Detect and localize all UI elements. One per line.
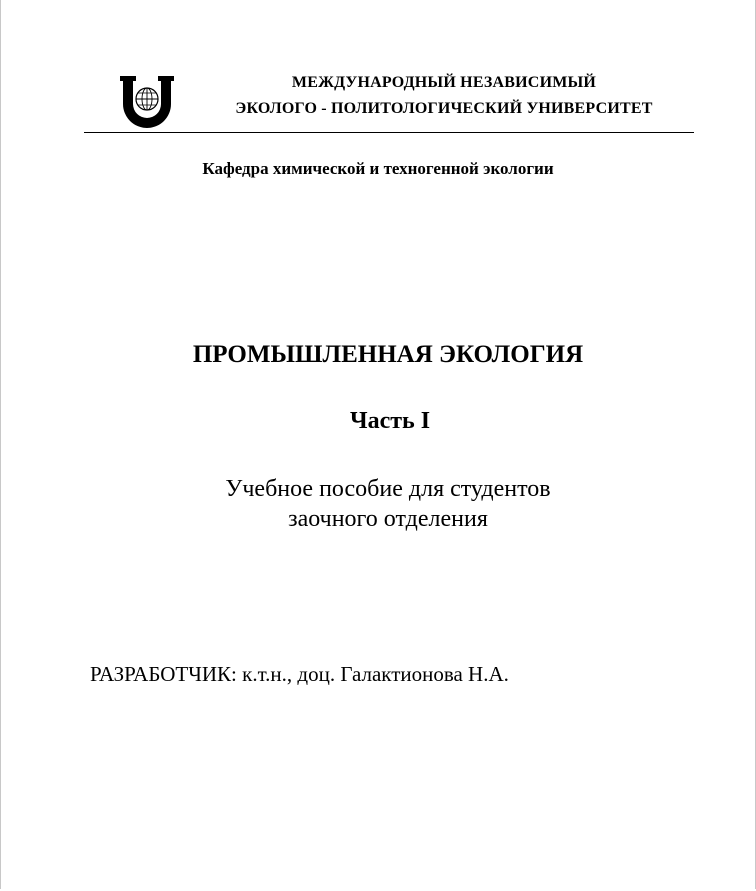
document-subtitle [0, 474, 756, 534]
subtitle-line1: Учебное пособие для студентов [225, 476, 551, 502]
subtitle-line2: заочного отделения [288, 506, 488, 532]
header-divider [84, 132, 694, 133]
document-part: Часть I [349, 408, 431, 434]
document-title: ПРОМЫШЛЕННАЯ ЭКОЛОГИЯ [192, 341, 584, 368]
university-name [194, 70, 694, 122]
developer-credit: РАЗРАБОТЧИК: к.т.н., доц. Галактионова Н.А. [90, 662, 509, 686]
university-name-line2: ЭКОЛОГО - ПОЛИТОЛОГИЧЕСКИЙ УНИВЕРСИТЕТ [235, 100, 653, 117]
university-name-line1: МЕЖДУНАРОДНЫЙ НЕЗАВИСИМЫЙ [291, 74, 597, 91]
university-emblem-icon [118, 74, 176, 128]
department-name: Кафедра химической и техногенной экологии [202, 159, 554, 178]
document-header [84, 70, 694, 130]
